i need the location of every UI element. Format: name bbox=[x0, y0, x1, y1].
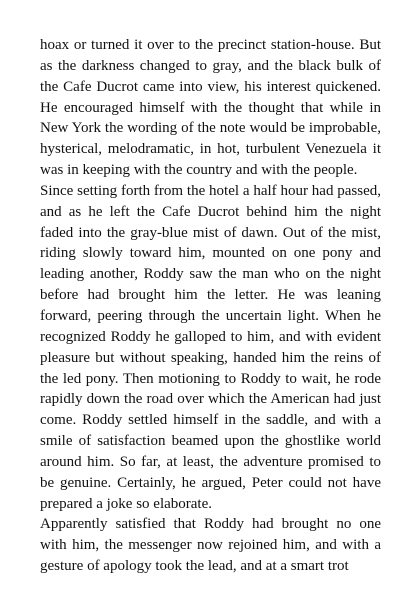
book-page bbox=[40, 35, 381, 577]
paragraph-dawn-meeting: Since setting forth from the hotel a half hour had passed, and as he left the Cafe Ducrot behind him the night faded into the gray-blue mist of dawn. Out of the mist, riding slowly toward him, mounted on one pony and leading another, Roddy saw the man who on the night before had brought him the letter. He was leaning forward, peering through the uncertain light. When he recognized Roddy he galloped to him, and with evident pleasure but without speaking, handed him the reins of the led pony. Then motioning to Roddy to wait, he rode rapidly down the road over which the American had just come. Roddy settled himself in the saddle, and with a smile of satisfaction beamed upon the ghostlike world around him. So far, at least, the adventure promised to be genuine. Certainly, he argued, Peter could not have prepared a joke so elaborate. bbox=[40, 182, 381, 512]
paragraph-messenger-rejoins: Apparently satisfied that Roddy had brought no one with him, the messenger now rejoined him, and with a gesture of apology took the lead, and at a smart trot bbox=[40, 516, 381, 575]
paragraph-continued: hoax or turned it over to the precinct station-house. But as the darkness changed to gray, and the black bulk of the Cafe Ducrot came into view, his interest quickened. He encouraged himself with the thought that while in New York the wording of the note would be improbable, hysterical, melodramatic, in hot, turbulent Venezuela it was in keeping with the country and with the people. bbox=[40, 37, 381, 179]
